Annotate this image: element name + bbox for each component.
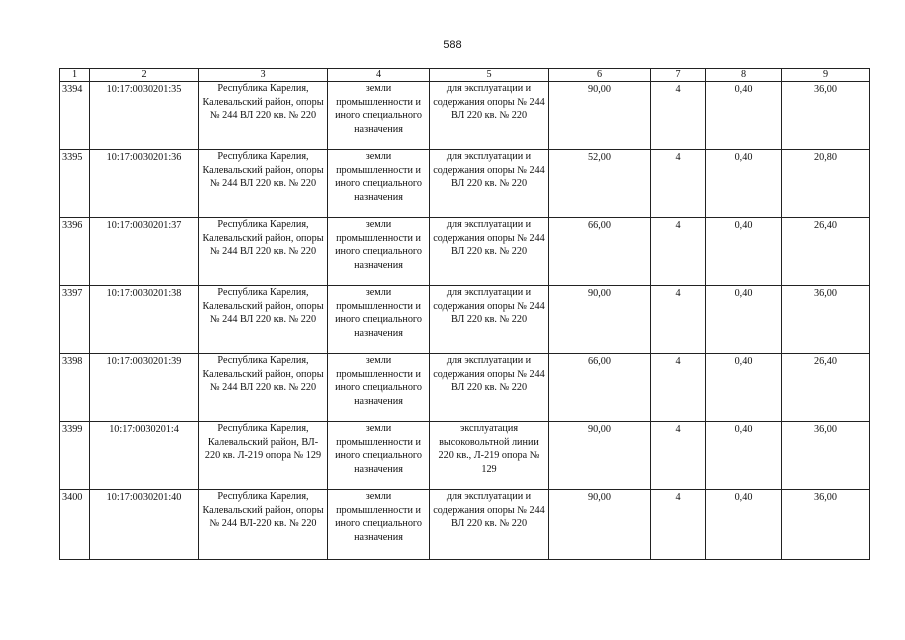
rate-cell: 0,40 — [706, 490, 782, 560]
row-number-cell: 3400 — [60, 490, 90, 560]
cadastral-number-cell: 10:17:0030201:37 — [90, 218, 199, 286]
land-category-cell: земли промышленности и иного специального назначения — [328, 490, 430, 560]
column-header: 5 — [430, 69, 549, 82]
cadastral-number-cell: 10:17:0030201:40 — [90, 490, 199, 560]
permitted-use-cell: для эксплуатации и содержания опоры № 244 ВЛ 220 кв. № 220 — [430, 150, 549, 218]
cadastral-number-cell: 10:17:0030201:36 — [90, 150, 199, 218]
column-header: 9 — [782, 69, 870, 82]
address-cell: Республика Карелия, Калевальский район, ВЛ- 220 кв. Л-219 опора № 129 — [199, 422, 328, 490]
address-cell: Республика Карелия, Калевальский район, опоры № 244 ВЛ 220 кв. № 220 — [199, 286, 328, 354]
rate-cell: 0,40 — [706, 286, 782, 354]
permitted-use-cell: для эксплуатации и содержания опоры № 244 ВЛ 220 кв. № 220 — [430, 286, 549, 354]
row-number-cell: 3396 — [60, 218, 90, 286]
column-header: 6 — [549, 69, 651, 82]
column-header: 2 — [90, 69, 199, 82]
rate-cell: 0,40 — [706, 150, 782, 218]
rate-cell: 0,40 — [706, 82, 782, 150]
group-cell: 4 — [651, 82, 706, 150]
column-header: 4 — [328, 69, 430, 82]
table-header-row — [60, 69, 870, 82]
address-cell: Республика Карелия, Калевальский район, опоры № 244 ВЛ 220 кв. № 220 — [199, 82, 328, 150]
column-header: 1 — [60, 69, 90, 82]
row-number-cell: 3397 — [60, 286, 90, 354]
area-cell: 90,00 — [549, 286, 651, 354]
cadastral-number-cell: 10:17:0030201:35 — [90, 82, 199, 150]
land-category-cell: земли промышленности и иного специального назначения — [328, 354, 430, 422]
permitted-use-cell: для эксплуатации и содержания опоры № 244 ВЛ 220 кв. № 220 — [430, 354, 549, 422]
value-cell: 36,00 — [782, 490, 870, 560]
area-cell: 90,00 — [549, 82, 651, 150]
permitted-use-cell: для эксплуатации и содержания опоры № 244 ВЛ 220 кв. № 220 — [430, 218, 549, 286]
land-category-cell: земли промышленности и иного специального назначения — [328, 422, 430, 490]
value-cell: 26,40 — [782, 354, 870, 422]
rate-cell: 0,40 — [706, 218, 782, 286]
land-category-cell: земли промышленности и иного специального назначения — [328, 218, 430, 286]
cadastral-number-cell: 10:17:0030201:4 — [90, 422, 199, 490]
value-cell: 20,80 — [782, 150, 870, 218]
group-cell: 4 — [651, 490, 706, 560]
value-cell: 36,00 — [782, 286, 870, 354]
permitted-use-cell: для эксплуатации и содержания опоры № 244 ВЛ 220 кв. № 220 — [430, 490, 549, 560]
row-number-cell: 3395 — [60, 150, 90, 218]
table-row — [60, 422, 870, 490]
value-cell: 36,00 — [782, 82, 870, 150]
group-cell: 4 — [651, 150, 706, 218]
land-plot-table — [59, 68, 870, 560]
table-row — [60, 286, 870, 354]
value-cell: 36,00 — [782, 422, 870, 490]
address-cell: Республика Карелия, Калевальский район, опоры № 244 ВЛ-220 кв. № 220 — [199, 490, 328, 560]
address-cell: Республика Карелия, Калевальский район, опоры № 244 ВЛ 220 кв. № 220 — [199, 218, 328, 286]
group-cell: 4 — [651, 218, 706, 286]
row-number-cell: 3399 — [60, 422, 90, 490]
table-row — [60, 354, 870, 422]
group-cell: 4 — [651, 422, 706, 490]
column-header: 7 — [651, 69, 706, 82]
land-category-cell: земли промышленности и иного специального назначения — [328, 150, 430, 218]
area-cell: 90,00 — [549, 422, 651, 490]
area-cell: 90,00 — [549, 490, 651, 560]
column-header: 8 — [706, 69, 782, 82]
column-header: 3 — [199, 69, 328, 82]
rate-cell: 0,40 — [706, 422, 782, 490]
row-number-cell: 3398 — [60, 354, 90, 422]
table-row — [60, 490, 870, 560]
row-number-cell: 3394 — [60, 82, 90, 150]
address-cell: Республика Карелия, Калевальский район, опоры № 244 ВЛ 220 кв. № 220 — [199, 354, 328, 422]
table-row — [60, 218, 870, 286]
address-cell: Республика Карелия, Калевальский район, опоры № 244 ВЛ 220 кв. № 220 — [199, 150, 328, 218]
cadastral-number-cell: 10:17:0030201:38 — [90, 286, 199, 354]
land-category-cell: земли промышленности и иного специального назначения — [328, 82, 430, 150]
rate-cell: 0,40 — [706, 354, 782, 422]
area-cell: 66,00 — [549, 218, 651, 286]
group-cell: 4 — [651, 286, 706, 354]
table-row — [60, 82, 870, 150]
area-cell: 66,00 — [549, 354, 651, 422]
permitted-use-cell: эксплуатация высоковольтной линии 220 кв., Л-219 опора № 129 — [430, 422, 549, 490]
area-cell: 52,00 — [549, 150, 651, 218]
group-cell: 4 — [651, 354, 706, 422]
value-cell: 26,40 — [782, 218, 870, 286]
land-category-cell: земли промышленности и иного специального назначения — [328, 286, 430, 354]
table-row — [60, 150, 870, 218]
permitted-use-cell: для эксплуатации и содержания опоры № 244 ВЛ 220 кв. № 220 — [430, 82, 549, 150]
cadastral-number-cell: 10:17:0030201:39 — [90, 354, 199, 422]
page-number: 588 — [443, 39, 462, 51]
